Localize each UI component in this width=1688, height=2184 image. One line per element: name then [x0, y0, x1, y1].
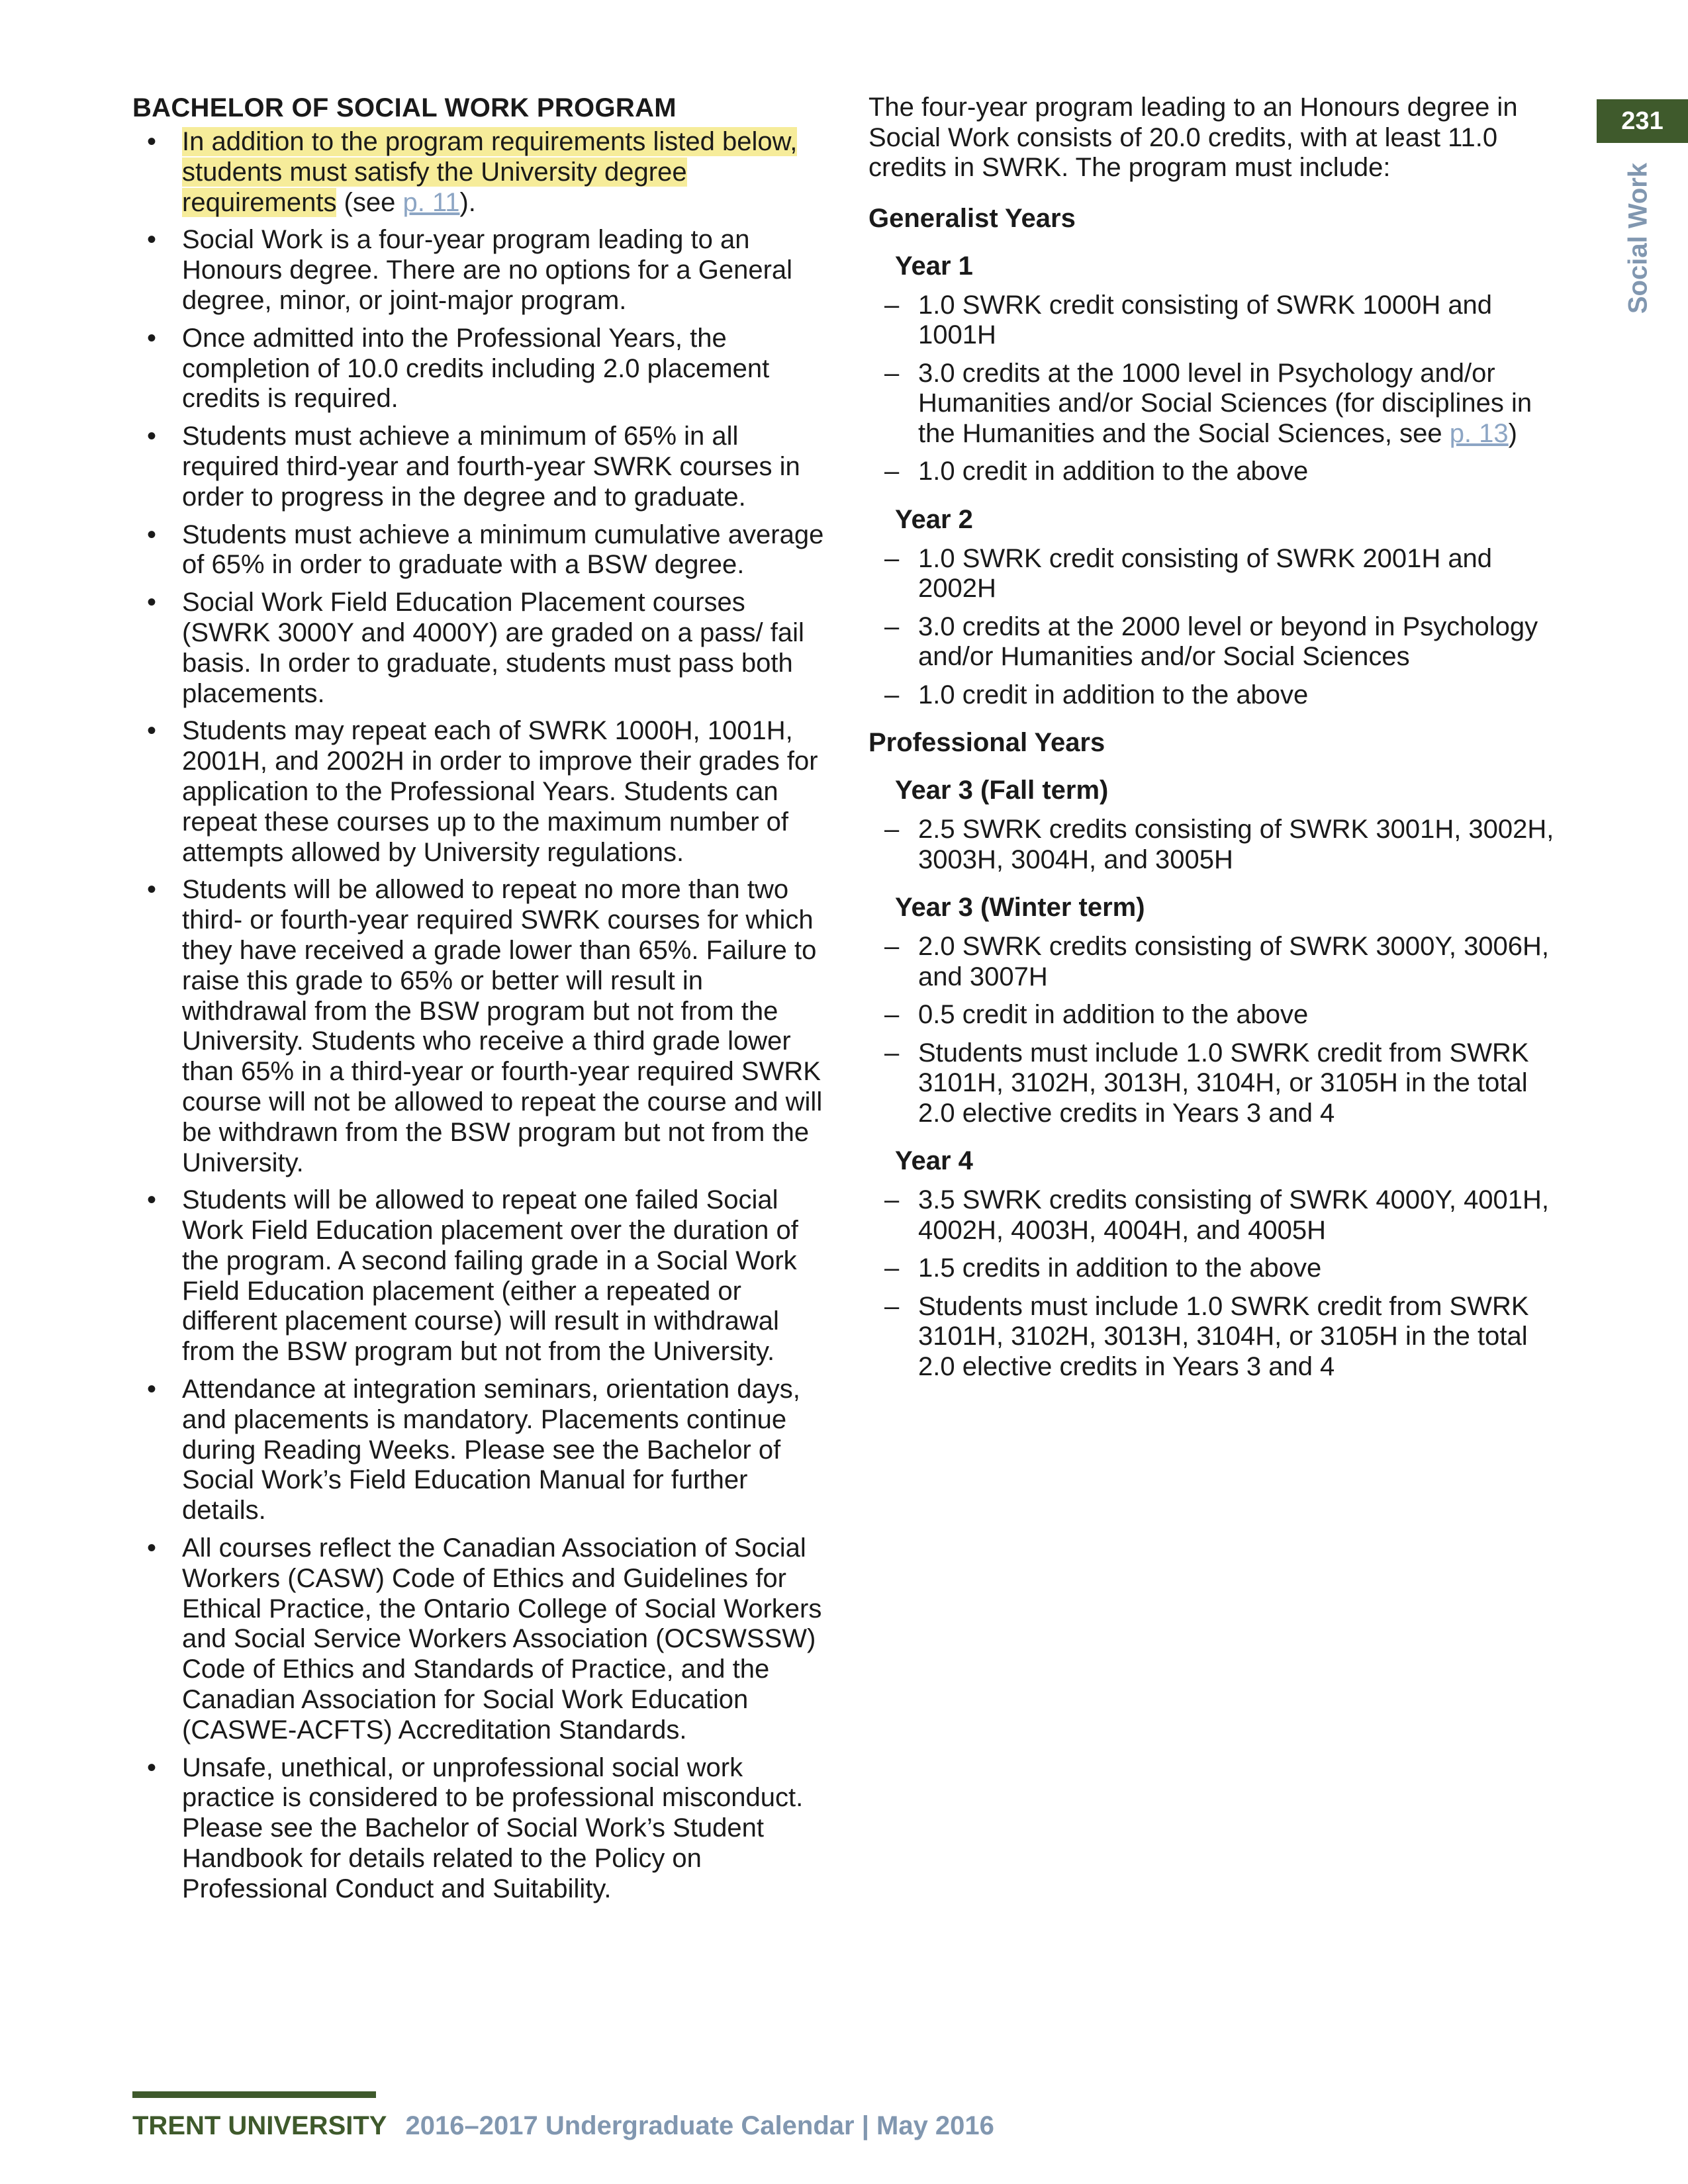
- requirement-item: – 2.0 SWRK credits consisting of SWRK 3000Y, 3006H, and 3007H: [868, 932, 1570, 992]
- program-note: • Social Work is a four-year program leading to an Honours degree. There are no options for a General degree, minor, or joint-major program.: [132, 225, 834, 316]
- requirement-item: – 3.0 credits at the 2000 level or beyond in Psychology and/or Humanities and/or Social Sciences: [868, 612, 1570, 672]
- requirement-text: ): [1508, 418, 1517, 448]
- requirement-item: – 1.5 credits in addition to the above: [868, 1253, 1570, 1284]
- program-note: • Students must achieve a minimum of 65% in all required third-year and fourth-year SWRK courses in order to progress in the degree and to graduate.: [132, 422, 834, 512]
- highlighted-text: In addition to the program requirements listed below, students must satisfy the University degree requirements: [182, 127, 798, 217]
- program-note: • Students will be allowed to repeat no more than two third- or fourth-year required SWRK courses for which they have received a grade lower than 65%. Failure to raise this grade to 65% or better will result in withdrawal from the BSW program but not from the University. Students who receive a third grade lower than 65% in a third-year or fourth-year required SWRK course will not be allowed to repeat the course and will be withdrawn from the BSW program but not from the University.: [132, 875, 834, 1178]
- generalist-years-heading: Generalist Years: [868, 203, 1076, 233]
- program-note: • Attendance at integration seminars, orientation days, and placements is mandatory. Placements continue during Reading Weeks. Please see the Bachelor of Social Work’s Field Education Manual for further details.: [132, 1375, 834, 1526]
- requirement-item: – 2.5 SWRK credits consisting of SWRK 3001H, 3002H, 3003H, 3004H, and 3005H: [868, 815, 1570, 875]
- year-2-heading: Year 2: [895, 504, 973, 534]
- note-text: (see: [336, 187, 403, 217]
- footer-calendar: 2016–2017 Undergraduate Calendar | May 2016: [405, 2111, 994, 2140]
- requirement-item: – 3.5 SWRK credits consisting of SWRK 4000Y, 4001H, 4002H, 4003H, 4004H, and 4005H: [868, 1185, 1570, 1246]
- footer: [132, 2111, 994, 2141]
- right-column: [868, 93, 1570, 1399]
- program-note: • Once admitted into the Professional Years, the completion of 10.0 credits including 2.0 placement credits is required.: [132, 324, 834, 414]
- requirement-item: – 0.5 credit in addition to the above: [868, 1000, 1570, 1030]
- requirement-item: – 1.0 credit in addition to the above: [868, 680, 1570, 711]
- year-4-list: [868, 1185, 1570, 1382]
- year-3-winter-list: [868, 932, 1570, 1128]
- left-column: [132, 93, 834, 1912]
- requirement-text: 3.0 credits at the 1000 level in Psychology and/or Humanities and/or Social Sciences (for disciplines in the Humanities and the Social Sciences, see: [918, 358, 1532, 448]
- program-note: [132, 127, 834, 218]
- requirement-item: – 1.0 SWRK credit consisting of SWRK 1000H and 1001H: [868, 291, 1570, 351]
- requirement-item: – 1.0 credit in addition to the above: [868, 457, 1570, 487]
- page-number: 231: [1597, 99, 1688, 143]
- program-note: • Students will be allowed to repeat one failed Social Work Field Education placement over the duration of the program. A second failing grade in a Social Work Field Education placement (either a repeated or different placement course) will result in withdrawal from the BSW program but not from the University.: [132, 1185, 834, 1367]
- program-intro: The four-year program leading to an Honours degree in Social Work consists of 20.0 credits, with at least 11.0 credits in SWRK. The program must include:: [868, 93, 1518, 182]
- year-1-heading: Year 1: [895, 251, 973, 281]
- year-3-fall-list: [868, 815, 1570, 875]
- program-notes-list: [132, 127, 834, 1905]
- program-note: • All courses reflect the Canadian Association of Social Workers (CASW) Code of Ethics and Guidelines for Ethical Practice, the Ontario College of Social Workers and Social Service Workers Association (OCSWSSW) Code of Ethics and Standards of Practice, and the Canadian Association for Social Work Education (CASWE-ACFTS) Accreditation Standards.: [132, 1533, 834, 1746]
- year-3-winter-heading: Year 3 (Winter term): [895, 893, 1145, 922]
- requirement-item: – 1.0 SWRK credit consisting of SWRK 2001H and 2002H: [868, 544, 1570, 604]
- page-link-p11[interactable]: p. 11: [402, 187, 460, 217]
- year-2-list: [868, 544, 1570, 711]
- program-title: BACHELOR OF SOCIAL WORK PROGRAM: [132, 93, 677, 122]
- professional-years-heading: Professional Years: [868, 728, 1105, 757]
- footer-university: TRENT UNIVERSITY: [132, 2111, 387, 2140]
- program-note: • Students must achieve a minimum cumulative average of 65% in order to graduate with a BSW degree.: [132, 520, 834, 581]
- requirement-item: [868, 359, 1570, 449]
- program-note: • Unsafe, unethical, or unprofessional social work practice is considered to be professional misconduct. Please see the Bachelor of Social Work’s Student Handbook for details related to the Policy on Professional Conduct and Suitability.: [132, 1753, 834, 1905]
- page-link-p13[interactable]: p. 13: [1449, 418, 1509, 448]
- footer-rule: [132, 2091, 376, 2098]
- year-3-fall-heading: Year 3 (Fall term): [895, 776, 1109, 805]
- year-1-list: [868, 291, 1570, 487]
- program-note: • Students may repeat each of SWRK 1000H, 1001H, 2001H, and 2002H in order to improve their grades for application to the Professional Years. Students can repeat these courses up to the maximum number of attempts allowed by University regulations.: [132, 716, 834, 868]
- side-section-label: Social Work: [1623, 162, 1653, 314]
- program-note: • Social Work Field Education Placement courses (SWRK 3000Y and 4000Y) are graded on a pass/ fail basis. In order to graduate, students must pass both placements.: [132, 588, 834, 709]
- note-text: ).: [459, 187, 476, 217]
- requirement-item: – Students must include 1.0 SWRK credit from SWRK 3101H, 3102H, 3013H, 3104H, or 3105H in the total 2.0 elective credits in Years 3 and 4: [868, 1292, 1570, 1383]
- year-4-heading: Year 4: [895, 1146, 973, 1175]
- requirement-item: – Students must include 1.0 SWRK credit from SWRK 3101H, 3102H, 3013H, 3104H, or 3105H in the total 2.0 elective credits in Years 3 and 4: [868, 1038, 1570, 1129]
